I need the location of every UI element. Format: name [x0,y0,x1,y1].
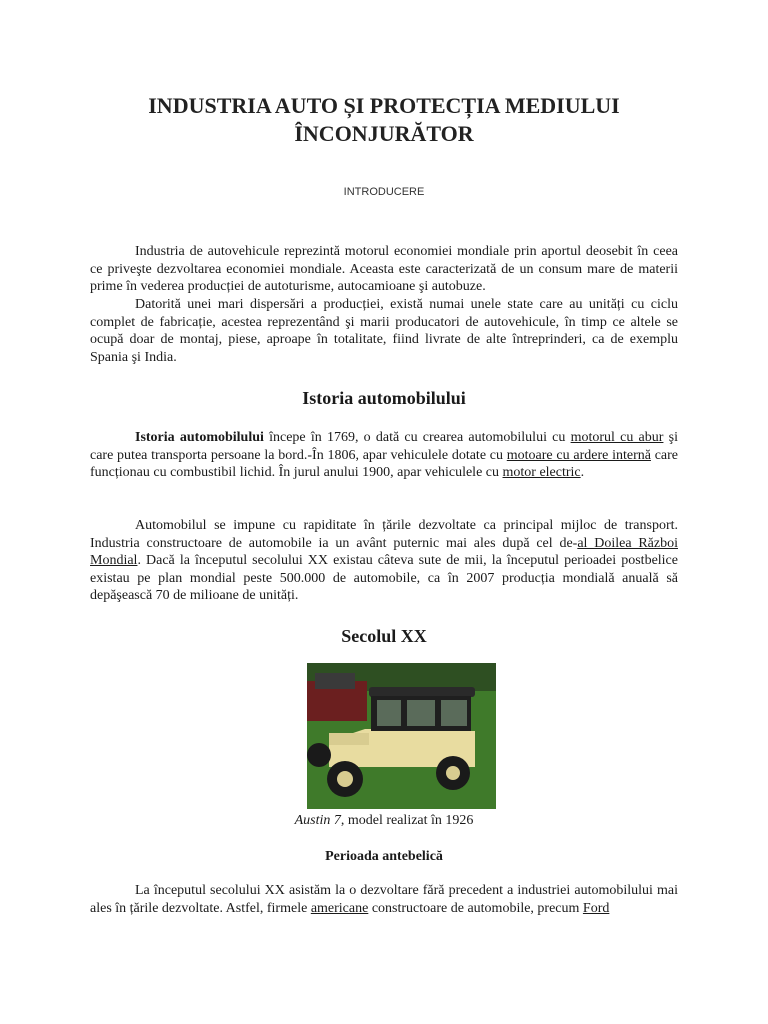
history-paragraph-2 [90,517,678,605]
caption-text: , model realizat în 1926 [340,813,474,828]
car-window-front [377,700,401,726]
car-spare-wheel [307,743,331,767]
antebellum-paragraph [90,882,678,917]
intro-paragraph-1: Industria de autovehicule reprezintă motorul economiei mondiale prin aportul deosebit în ceea ce priveşte dezvoltarea economiei mondiale. Aceasta este caracterizată de un consum mare de materii prime în vederea producției de autoturisme, autocamioane şi autobuze. [90,244,678,294]
intro-paragraph-2: Datorită unei mari dispersări a producției, există numai unele state care au unități cu ciclu complet de fabricație, acestea reprezentând şi marii producatori de autovehicule, în timp ce altele se ocupă doar de montaj, piese, aproape în totalitate, fiind livrate de alte întreprinderi, ca de exemplu Spania şi India. [90,297,678,365]
car-front-hub [337,771,353,787]
history-text: care funcționau cu combustibil lichid. În jurul anului 1900, apar vehiculele cu [90,447,679,480]
title-line-2: ÎNCONJURĂTOR [294,121,474,146]
history-paragraph-1 [90,429,678,482]
antebellum-heading: Perioada antebelică [325,849,443,864]
history-text: . Dacă la începutul secolului XX existau câteva sute de mii, la începutul perioadei postbelice existau pe plan mondial peste 500.000 de automobile, ca în 2007 producția mondială anuală să depăşească 70 de milioane de unități. [90,553,678,603]
history-text: începe în 1769, o dată cu crearea automobilului cu [263,430,571,445]
link-al-doilea-razboi-mondial[interactable]: al Doilea Război Mondial [90,535,678,568]
car-rear-hub [446,766,460,780]
history-text: Automobilul se impune cu rapiditate în țările dezvoltate ca principal mijloc de transport. Industria constructoare de automobile ia un avânt puternic mai ales după cel de- [90,518,678,551]
link-motoare-ardere-interna[interactable]: motoare cu ardere internă [506,447,651,463]
caption-model-name: Austin 7 [294,813,341,828]
antebellum-text: La începutul secolului XX asistăm la o dezvoltare fără precedent a industriei automobilului mai ales în țările dezvoltate. Astfel, firmele [90,883,678,916]
car-window-rear [441,700,467,726]
history-bold-term: Istoria automobilului [135,430,264,445]
car-roof [369,687,475,697]
title-line-1: INDUSTRIA AUTO ȘI PROTECȚIA MEDIULUI [148,93,620,118]
car-window-mid [407,700,435,726]
background-car-roof [315,673,355,689]
history-text: şi care putea transporta persoane la bord.-În 1806, apar vehiculele dotate cu [90,430,678,463]
car-illustration [307,663,496,809]
history-heading: Istoria automobilului [302,388,466,408]
link-motorul-cu-abur[interactable]: motorul cu abur [570,430,664,445]
austin-7-photo [307,663,496,809]
photo-caption [90,812,678,830]
intro-label: INTRODUCERE [343,186,425,198]
link-ford[interactable]: Ford [582,900,610,916]
link-motor-electric[interactable]: motor electric [502,465,581,480]
antebellum-text: constructoare de automobile, precum [368,900,583,916]
page-title [90,92,678,148]
car-hood [329,733,369,745]
link-americane[interactable]: americane [310,900,369,916]
century-heading: Secolul XX [341,626,427,646]
history-text: . [580,465,585,480]
